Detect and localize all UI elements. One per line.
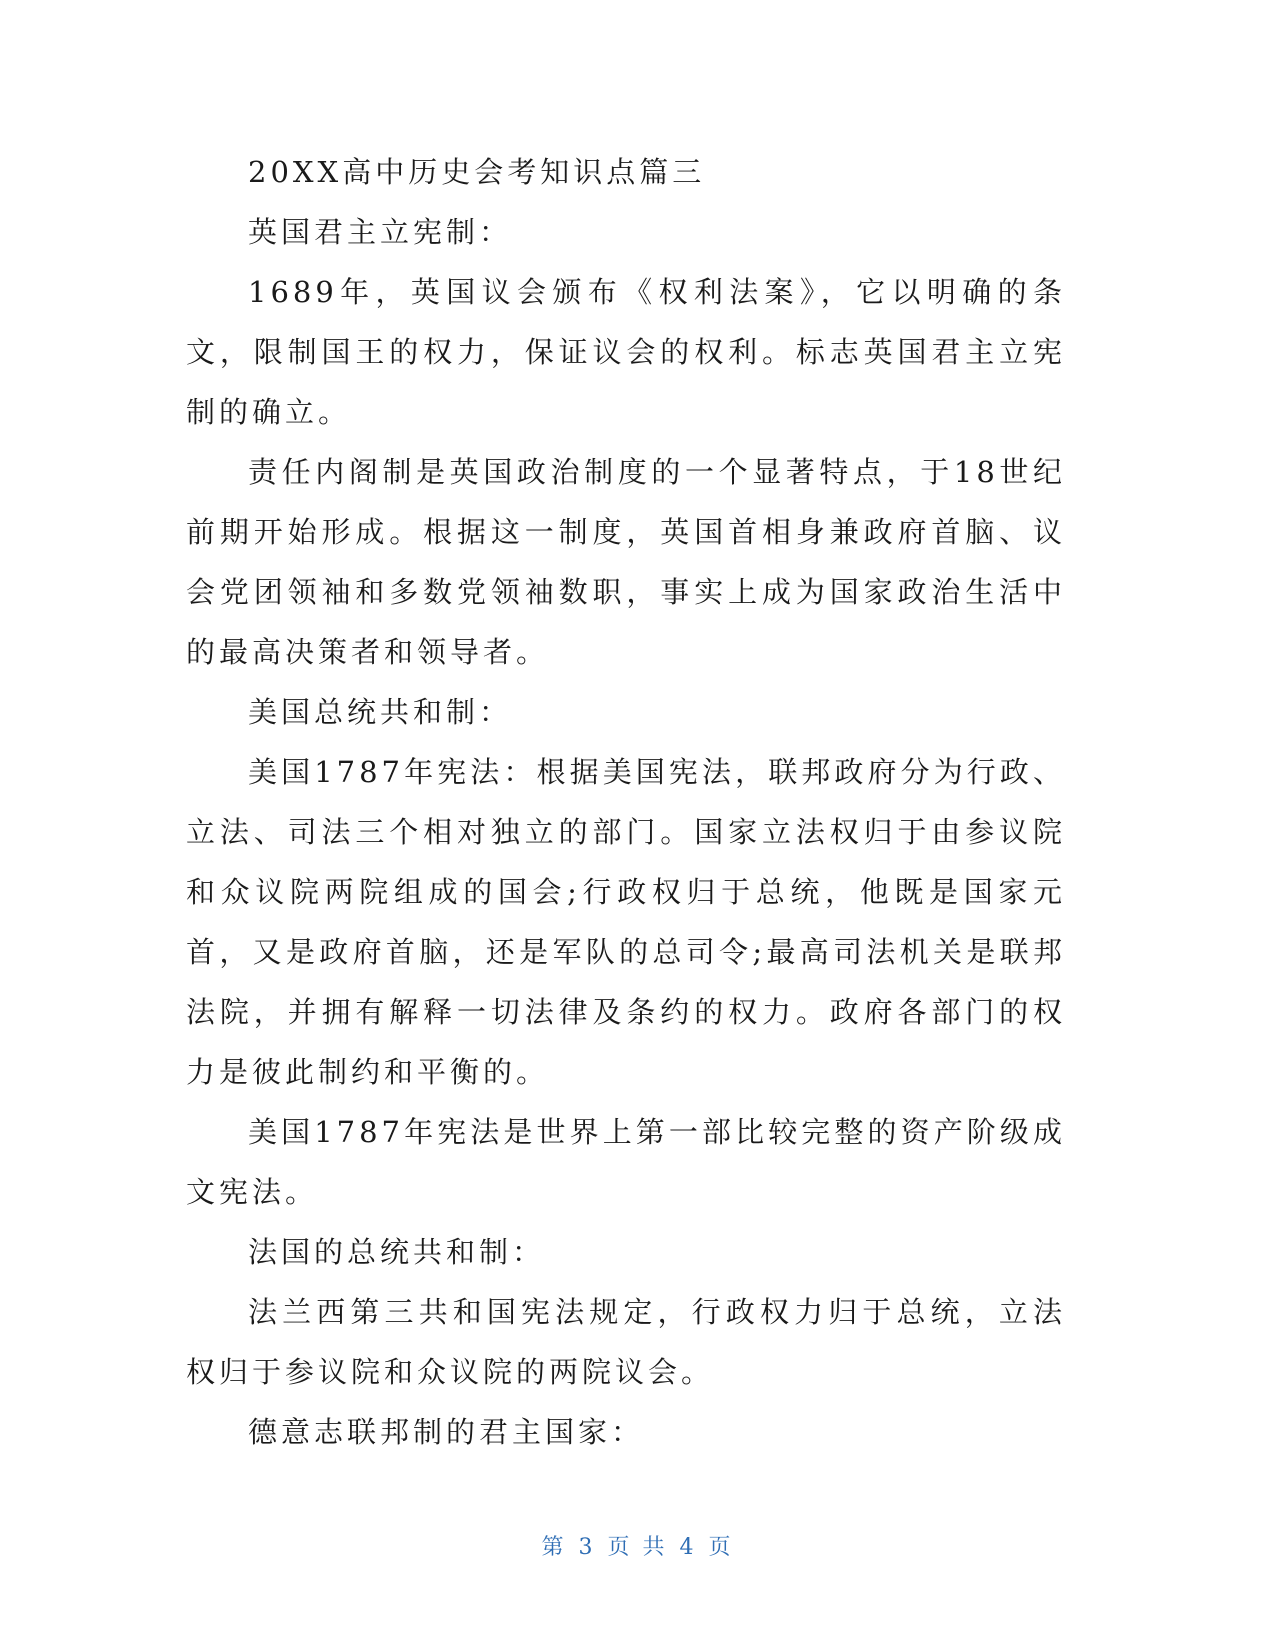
footer-mid: 页 共 — [607, 1535, 668, 1560]
footer-total-pages: 4 — [679, 1535, 697, 1560]
paragraph-us-constitution: 美国1787年宪法：根据美国宪法，联邦政府分为行政、立法、司法三个相对独立的部门。国家立法权归于由参议院和众议院两院组成的国会;行政权归于总统，他既是国家元首，又是政府首脑，还是军队的总司令;最高司法机关是联邦法院，并拥有解释一切法律及条约的权力。政府各部门的权力是彼此制约和平衡的。 — [186, 755, 1066, 1089]
section-heading-uk: 英国君主立宪制： — [248, 215, 513, 249]
paragraph-france-constitution: 法兰西第三共和国宪法规定，行政权力归于总统，立法权归于参议院和众议院的两院议会。 — [186, 1295, 1066, 1389]
paragraph-us-constitution-significance: 美国1787年宪法是世界上第一部比较完整的资产阶级成文宪法。 — [186, 1115, 1066, 1209]
paragraph-bill-of-rights: 1689年，英国议会颁布《权利法案》，它以明确的条文，限制国王的权力，保证议会的权利。标志英国君主立宪制的确立。 — [186, 275, 1066, 429]
page-footer — [0, 1530, 1275, 1561]
section-heading-france: 法国的总统共和制： — [248, 1235, 546, 1269]
paragraph-cabinet-system: 责任内阁制是英国政治制度的一个显著特点，于18世纪前期开始形成。根据这一制度，英国首相身兼政府首脑、议会党团领袖和多数党领袖数职，事实上成为国家政治生活中的最高决策者和领导者。 — [186, 455, 1066, 669]
footer-suffix: 页 — [708, 1535, 734, 1560]
section-heading-germany: 德意志联邦制的君主国家： — [248, 1415, 645, 1449]
section-heading-us: 美国总统共和制： — [248, 695, 513, 729]
footer-current-page: 3 — [578, 1535, 596, 1560]
document-title: 20XX高中历史会考知识点篇三 — [248, 155, 706, 189]
document-body — [186, 142, 1066, 1462]
footer-prefix: 第 — [541, 1535, 567, 1560]
